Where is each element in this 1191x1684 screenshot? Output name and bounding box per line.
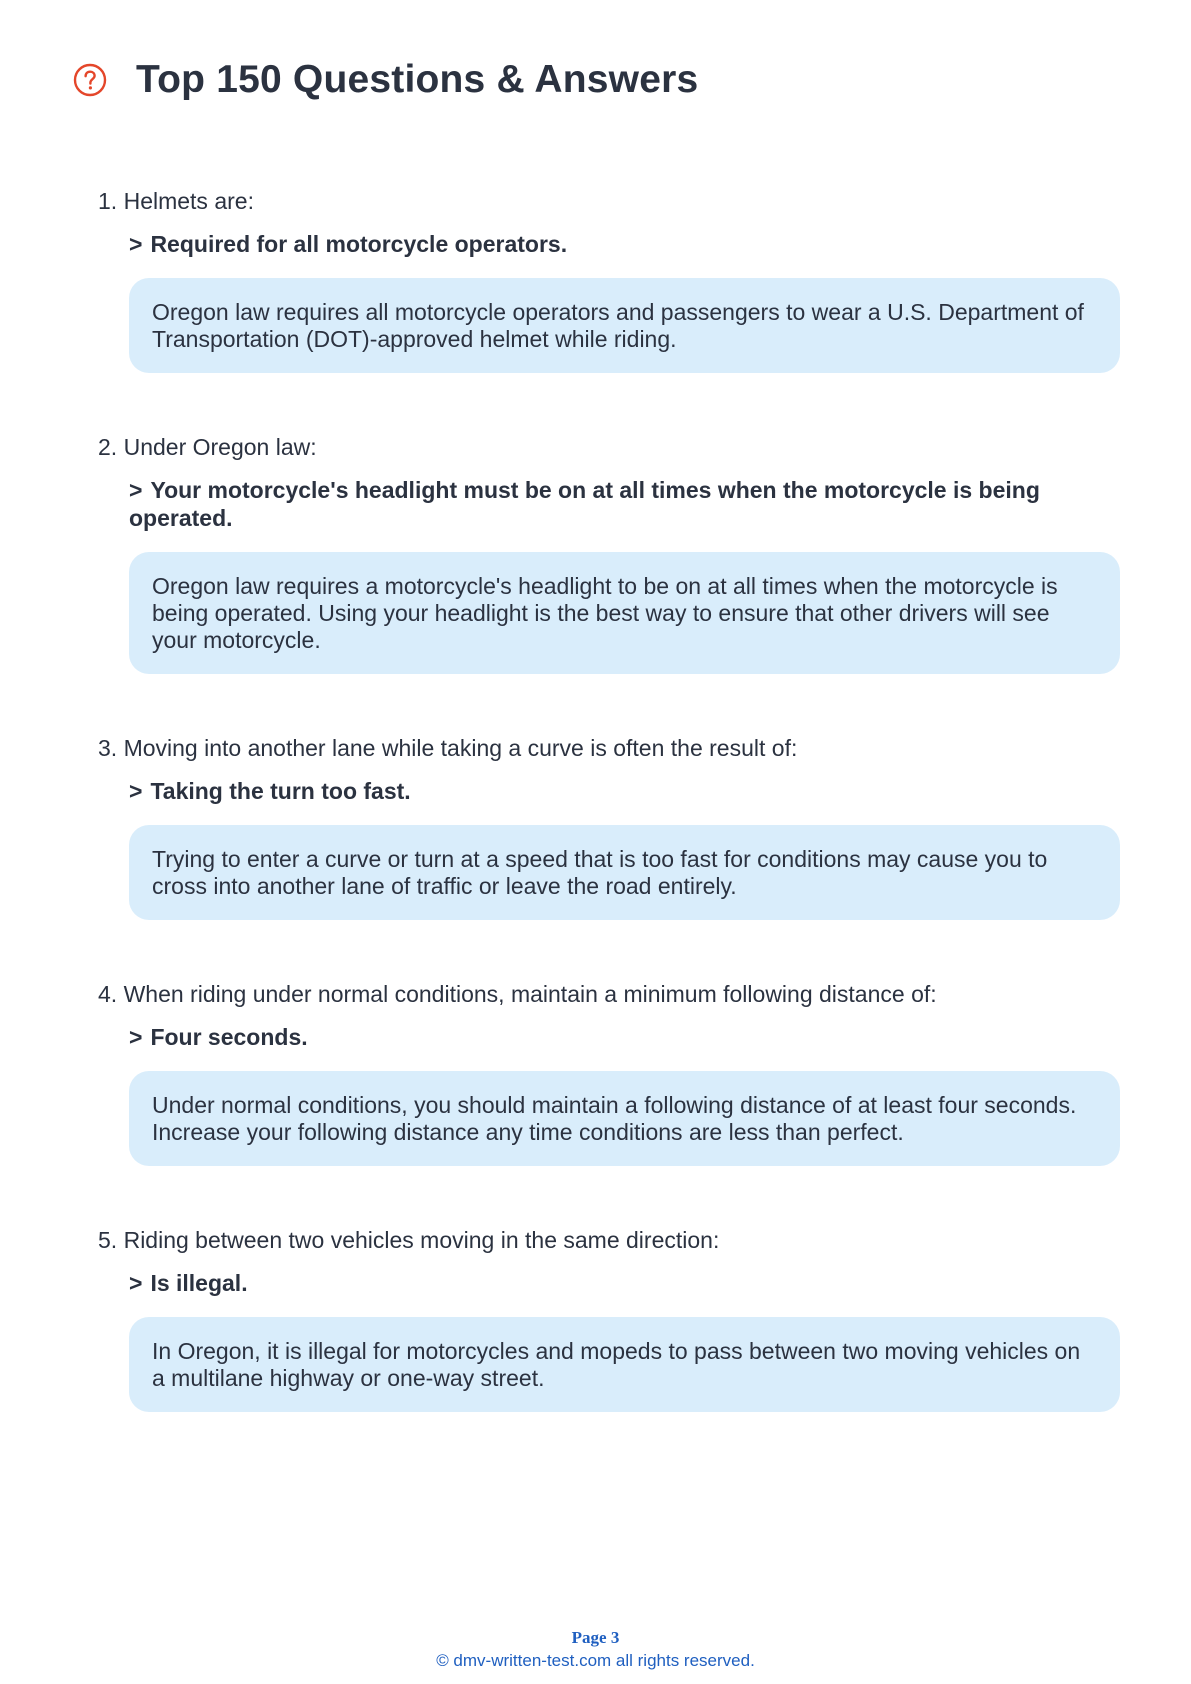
question-number: 4. xyxy=(98,981,118,1007)
answer xyxy=(129,1023,1120,1051)
question-number: 5. xyxy=(98,1227,118,1253)
answer-marker: > xyxy=(129,778,143,804)
qa-item xyxy=(98,733,1120,920)
page-number: Page 3 xyxy=(571,1628,620,1647)
question xyxy=(98,979,1120,1009)
answer-text: Taking the turn too fast. xyxy=(150,778,411,804)
answer xyxy=(129,230,1120,258)
question-text: When riding under normal conditions, maintain a minimum following distance of: xyxy=(123,981,937,1007)
qa-item xyxy=(98,432,1120,674)
qa-item xyxy=(98,1225,1120,1412)
question-text: Helmets are: xyxy=(123,188,254,214)
answer-marker: > xyxy=(129,231,143,257)
qa-list xyxy=(98,186,1120,1471)
explanation-box: Under normal conditions, you should maintain a following distance of at least four seconds. Increase your following distance any time conditions are less than perfect. xyxy=(129,1071,1120,1166)
answer-marker: > xyxy=(129,1270,143,1296)
page-header xyxy=(73,60,698,99)
question xyxy=(98,186,1120,216)
question-number: 1. xyxy=(98,188,118,214)
answer-text: Required for all motorcycle operators. xyxy=(150,231,568,257)
answer-marker: > xyxy=(129,1024,143,1050)
question-number: 2. xyxy=(98,434,118,460)
answer xyxy=(129,1269,1120,1297)
explanation-box: Oregon law requires a motorcycle's headlight to be on at all times when the motorcycle is being operated. Using your headlight is the best way to ensure that other drivers will see your motorcycle. xyxy=(129,552,1120,674)
answer xyxy=(129,476,1120,532)
page-footer xyxy=(0,1627,1191,1673)
answer-text: Four seconds. xyxy=(150,1024,308,1050)
question-text: Under Oregon law: xyxy=(123,434,317,460)
answer-marker: > xyxy=(129,477,143,503)
answer-text: Your motorcycle's headlight must be on at all times when the motorcycle is being operated. xyxy=(129,477,1040,531)
question xyxy=(98,1225,1120,1255)
qa-item xyxy=(98,979,1120,1166)
qa-item xyxy=(98,186,1120,373)
explanation-box: In Oregon, it is illegal for motorcycles and mopeds to pass between two moving vehicles on a multilane highway or one-way street. xyxy=(129,1317,1120,1412)
question-text: Moving into another lane while taking a curve is often the result of: xyxy=(123,735,798,761)
explanation-box: Trying to enter a curve or turn at a speed that is too fast for conditions may cause you to cross into another lane of traffic or leave the road entirely. xyxy=(129,825,1120,920)
question xyxy=(98,432,1120,462)
copyright-link[interactable]: © dmv-written-test.com all rights reserved. xyxy=(436,1651,755,1670)
question-text: Riding between two vehicles moving in the same direction: xyxy=(123,1227,720,1253)
page-title: Top 150 Questions & Answers xyxy=(136,58,699,101)
explanation-box: Oregon law requires all motorcycle operators and passengers to wear a U.S. Department of Transportation (DOT)-approved helmet while riding. xyxy=(129,278,1120,373)
answer-text: Is illegal. xyxy=(150,1270,248,1296)
question-number: 3. xyxy=(98,735,118,761)
question xyxy=(98,733,1120,763)
answer xyxy=(129,777,1120,805)
question-circle-icon xyxy=(73,63,107,97)
